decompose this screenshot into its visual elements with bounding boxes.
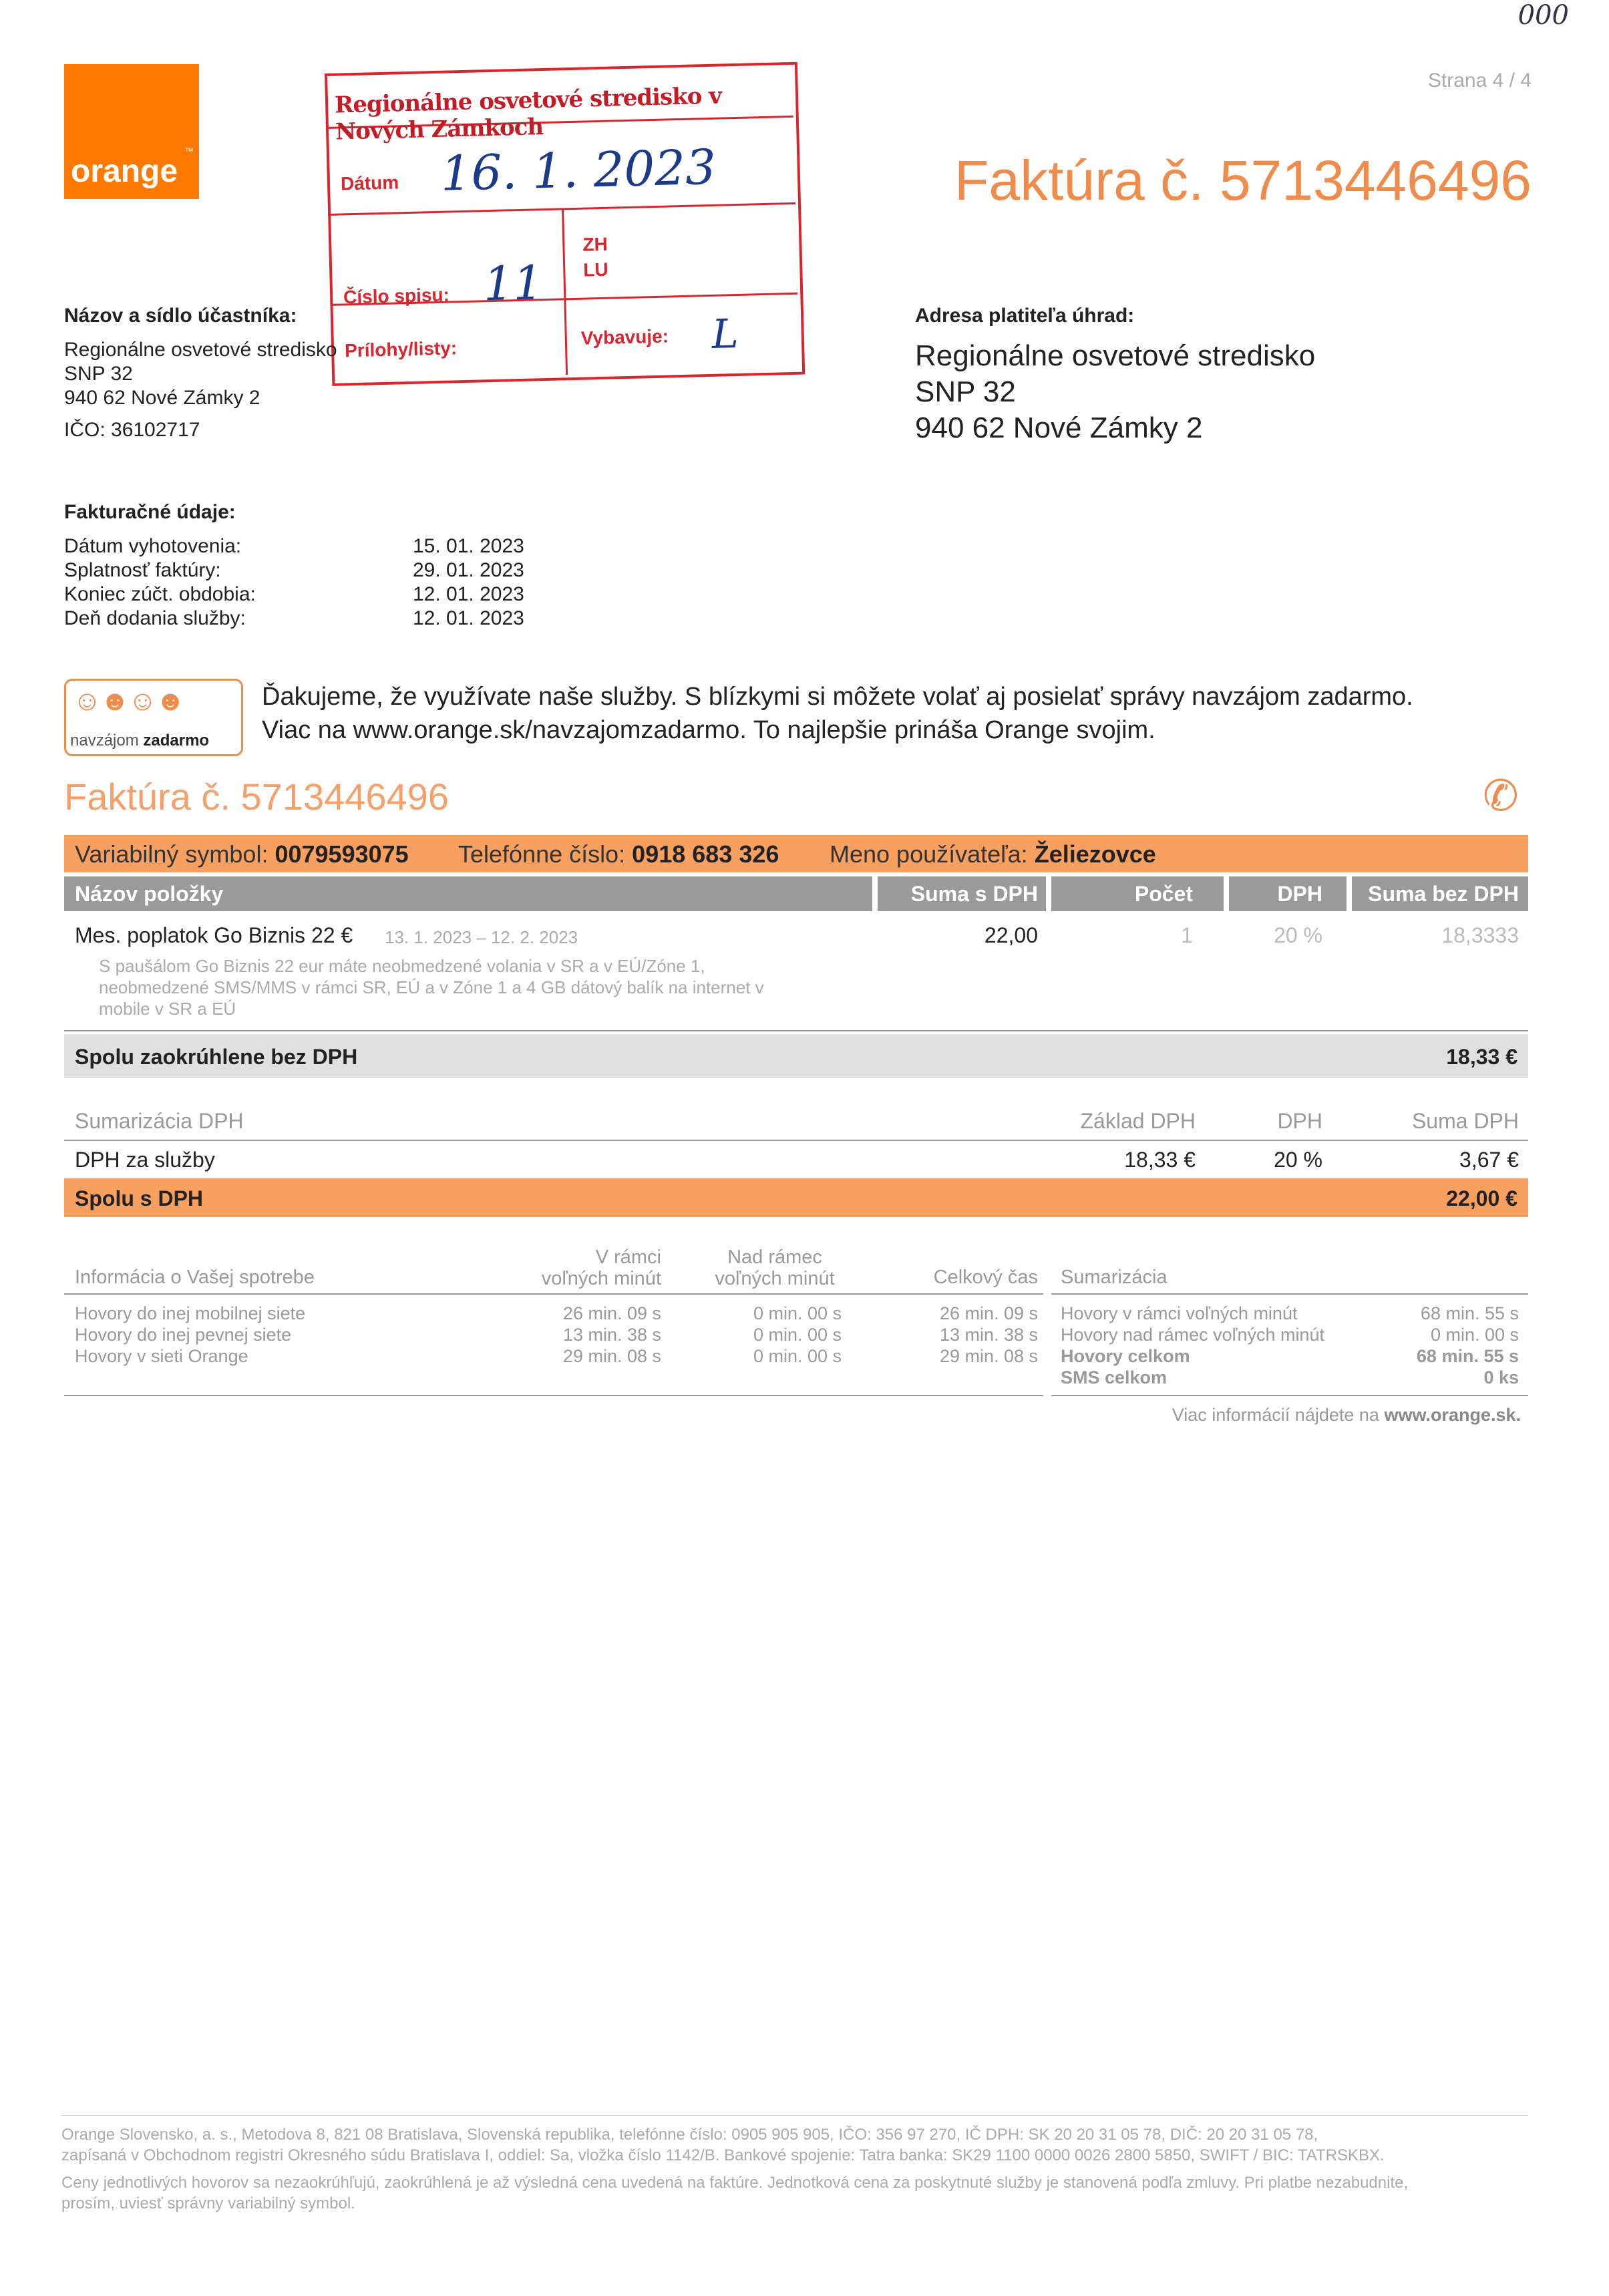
item-pocet: 1: [1181, 923, 1193, 947]
promo-logo-a: navzájom: [70, 731, 139, 750]
cons-summary-label: Hovory v rámci voľných minút: [1061, 1303, 1298, 1323]
cons-total-values: [868, 1303, 1038, 1367]
payer-street: SNP 32: [915, 375, 1016, 408]
item-name: Mes. poplatok Go Biznis 22 €: [75, 923, 353, 947]
footer-divider: [61, 2115, 1528, 2116]
cons-row-label: Hovory do inej pevnej siete: [75, 1325, 292, 1345]
col-dph: DPH: [1277, 882, 1322, 906]
promo-line2: Viac na www.orange.sk/navzajomzadarmo. To najlepšie prináša Orange svojim.: [262, 716, 1155, 744]
cons-row-label: Hovory do inej mobilnej siete: [75, 1303, 306, 1323]
logo-text: orange: [71, 154, 178, 189]
total-bez-dph-bar: [64, 1034, 1528, 1078]
vat-col-zaklad: Základ DPH: [1080, 1109, 1196, 1133]
faces-icon: ☺☻☺☻: [73, 685, 184, 716]
stamp-prilohy-label: Prílohy/listy:: [344, 337, 458, 361]
cons-free: 26 min. 09 s: [562, 1303, 661, 1323]
item-suma-bez-dph: 18,3333: [1441, 923, 1519, 947]
item-desc-line: neobmedzené SMS/MMS v rámci SR, EÚ a v Zóne 1 a 4 GB dátový balík na internet v: [99, 977, 764, 997]
more-info-text: Viac informácií nájdete na: [1172, 1405, 1379, 1425]
cons-over: 0 min. 00 s: [753, 1303, 842, 1323]
cons-col-total: Celkový čas: [933, 1267, 1038, 1288]
stamp-lu: LU: [582, 259, 608, 281]
vs-value: 0079593075: [275, 840, 409, 868]
cons-col-over: [695, 1247, 855, 1289]
vat-suma: 3,67 €: [1459, 1148, 1519, 1172]
cons-total: 26 min. 09 s: [939, 1303, 1038, 1323]
tel-value: 0918 683 326: [632, 840, 779, 868]
billing-value: 15. 01. 2023: [413, 535, 524, 557]
cons-summary-value: 0 ks: [1483, 1367, 1519, 1387]
cons-over-values: [695, 1303, 842, 1367]
vat-row-label: DPH za služby: [75, 1148, 215, 1172]
stamp-cislo-value: 11: [482, 255, 544, 312]
page-number: Strana 4 / 4: [1427, 69, 1532, 92]
total-s-dph-label: Spolu s DPH: [75, 1186, 204, 1210]
footer-line: zapísaná v Obchodnom registri Okresného súdu Bratislava I, oddiel: Sa, vložka číslo 1142/B. Bankové spojenie: Tatra banka: SK29 1100 0000 0026 2800 5850, SWIFT / BIC: TATRSKBX.: [61, 2146, 1385, 2164]
cons-free: 13 min. 38 s: [562, 1325, 661, 1345]
cons-summary-value: 0 min. 00 s: [1430, 1325, 1519, 1345]
subscriber-name: Regionálne osvetové stredisko: [64, 339, 337, 361]
item-desc-line: mobile v SR a EÚ: [99, 999, 236, 1019]
header-separator: [1224, 876, 1229, 911]
account-bar: [64, 835, 1528, 872]
billing-label: Splatnosť faktúry:: [64, 559, 221, 581]
subscriber-ico: IČO: 36102717: [64, 419, 200, 441]
billing-heading: Fakturačné údaje:: [64, 501, 236, 523]
stamp-datum-value: 16. 1. 2023: [439, 138, 717, 202]
divider: [64, 1293, 1043, 1295]
billing-labels: [64, 534, 256, 631]
stamp-org: Regionálne osvetové stredisko v Nových Zámkoch: [334, 82, 722, 146]
cons-over: 0 min. 00 s: [753, 1325, 842, 1345]
user-value: Želiezovce: [1034, 840, 1156, 868]
cons-col-summary: Sumarizácia: [1061, 1267, 1168, 1288]
cons-free: 29 min. 08 s: [562, 1346, 661, 1366]
total-s-dph-value: 22,00 €: [1446, 1186, 1517, 1210]
header-separator: [1046, 876, 1051, 911]
col-suma-bez-dph: Suma bez DPH: [1368, 882, 1519, 906]
cons-heading: Informácia o Vašej spotrebe: [75, 1267, 315, 1288]
subscriber-heading: Názov a sídlo účastníka:: [64, 305, 297, 327]
footer-line: prosím, uviesť správny variabilný symbol.: [61, 2194, 355, 2212]
subscriber-city: 940 62 Nové Zámky 2: [64, 387, 260, 409]
handwritten-note: 000: [1517, 0, 1569, 31]
tel-label: Telefónne číslo:: [458, 840, 626, 868]
promo-text: [262, 680, 1413, 747]
item-desc-line: S paušálom Go Biznis 22 eur máte neobmedzené volania v SR a v EÚ/Zóne 1,: [99, 956, 705, 976]
vs-label: Variabilný symbol:: [75, 840, 269, 868]
footer-line: Ceny jednotlivých hovorov sa nezaokrúhľujú, zaokrúhlená je až výsledná cena uvedená na faktúre. Jednotková cena za poskytnuté služby je stanovená podľa zmluvy. Pri platbe nezabudnite,: [61, 2174, 1409, 2192]
subscriber-street: SNP 32: [64, 363, 133, 385]
promo-line1: Ďakujeme, že využívate naše služby. S blízkymi si môžete volať aj posielať správy navzájom zadarmo.: [262, 683, 1413, 711]
cons-col-free-b: voľných minút: [541, 1268, 661, 1289]
cons-summary-value: 68 min. 55 s: [1420, 1303, 1519, 1323]
col-nazov: Názov položky: [75, 882, 224, 906]
item-dph: 20 %: [1274, 923, 1322, 947]
payer-name: Regionálne osvetové stredisko: [915, 339, 1316, 372]
more-info-link[interactable]: www.orange.sk.: [1384, 1405, 1521, 1425]
user-label: Meno používateľa:: [830, 840, 1028, 868]
cons-summary-values: [1343, 1303, 1519, 1388]
stamp-vybavuje-value: L: [711, 310, 739, 358]
logo-tm: ™: [184, 146, 194, 156]
cons-row-label: Hovory v sieti Orange: [75, 1346, 248, 1366]
footer-line: Orange Slovensko, a. s., Metodova 8, 821 08 Bratislava, Slovenská republika, telefónne číslo: 0905 905 905, IČO: 356 97 270, IČ DPH: SK 20 20 31 05 78, DIČ: 20 20 31 05 78,: [61, 2126, 1318, 2144]
cons-summary-label: Hovory celkom: [1061, 1346, 1190, 1366]
billing-value: 12. 01. 2023: [413, 583, 524, 605]
billing-value: 12. 01. 2023: [413, 607, 524, 629]
cons-col-over-b: voľných minút: [715, 1268, 835, 1289]
orange-logo: [64, 64, 199, 199]
cons-col-free: [508, 1247, 661, 1289]
vat-rate: 20 %: [1274, 1148, 1322, 1172]
total-bez-dph-value: 18,33 €: [1446, 1045, 1517, 1069]
payer-city: 940 62 Nové Zámky 2: [915, 412, 1203, 444]
item-period: 13. 1. 2023 – 12. 2. 2023: [385, 927, 578, 947]
cons-summary-value: 68 min. 55 s: [1416, 1346, 1519, 1366]
stamp-vybavuje-label: Vybavuje:: [580, 325, 669, 349]
cons-summary-label: SMS celkom: [1061, 1367, 1168, 1387]
stamp-datum-label: Dátum: [340, 172, 399, 194]
footer: [61, 2124, 1528, 2214]
header-separator: [872, 876, 878, 911]
divider: [64, 1395, 1043, 1396]
registry-stamp: [325, 61, 814, 393]
billing-label: Deň dodania služby:: [64, 607, 246, 629]
cons-total: 13 min. 38 s: [939, 1325, 1038, 1345]
vat-col-suma: Suma DPH: [1411, 1109, 1519, 1133]
vat-col-dph: DPH: [1277, 1109, 1322, 1133]
item-suma-s-dph: 22,00: [984, 923, 1038, 947]
billing-label: Koniec zúčt. obdobia:: [64, 583, 256, 605]
cons-col-over-a: Nad rámec: [727, 1247, 822, 1268]
billing-value: 29. 01. 2023: [413, 559, 524, 581]
divider: [64, 1030, 1528, 1031]
cons-summary-label: Hovory nad rámec voľných minút: [1061, 1325, 1325, 1345]
more-info: [1172, 1404, 1521, 1426]
invoice-title: Faktúra č. 5713446496: [954, 149, 1532, 212]
divider: [1051, 1293, 1528, 1295]
payer-heading: Adresa platiteľa úhrad:: [915, 305, 1135, 327]
header-separator: [1347, 876, 1352, 911]
divider: [64, 1140, 1528, 1141]
col-suma-s-dph: Suma s DPH: [910, 882, 1038, 906]
vat-summary-heading: Sumarizácia DPH: [75, 1109, 244, 1133]
cons-free-values: [508, 1303, 661, 1367]
promo-logo-b: zadarmo: [143, 731, 210, 750]
billing-values: [413, 534, 524, 631]
navzajom-zadarmo-logo: [64, 679, 243, 756]
billing-label: Dátum vyhotovenia:: [64, 535, 242, 557]
phone-icon: ✆: [1483, 772, 1519, 820]
total-s-dph-bar: [64, 1178, 1528, 1217]
stamp-cislo-label: Číslo spisu:: [343, 284, 450, 308]
payer-address: [915, 338, 1315, 446]
section-title: Faktúra č. 5713446496: [64, 776, 449, 818]
divider: [1051, 1395, 1528, 1396]
cons-summary-labels: [1061, 1303, 1324, 1388]
cons-total: 29 min. 08 s: [939, 1346, 1038, 1366]
subscriber-address: [64, 338, 337, 442]
vat-zaklad: 18,33 €: [1124, 1148, 1196, 1172]
cons-col-free-a: V rámci: [595, 1247, 661, 1268]
cons-over: 0 min. 00 s: [753, 1346, 842, 1366]
cons-labels: [75, 1303, 305, 1367]
stamp-zh: ZH: [582, 233, 608, 255]
col-pocet: Počet: [1134, 882, 1193, 906]
total-bez-dph-label: Spolu zaokrúhlene bez DPH: [75, 1045, 358, 1069]
item-description: [99, 955, 867, 1019]
